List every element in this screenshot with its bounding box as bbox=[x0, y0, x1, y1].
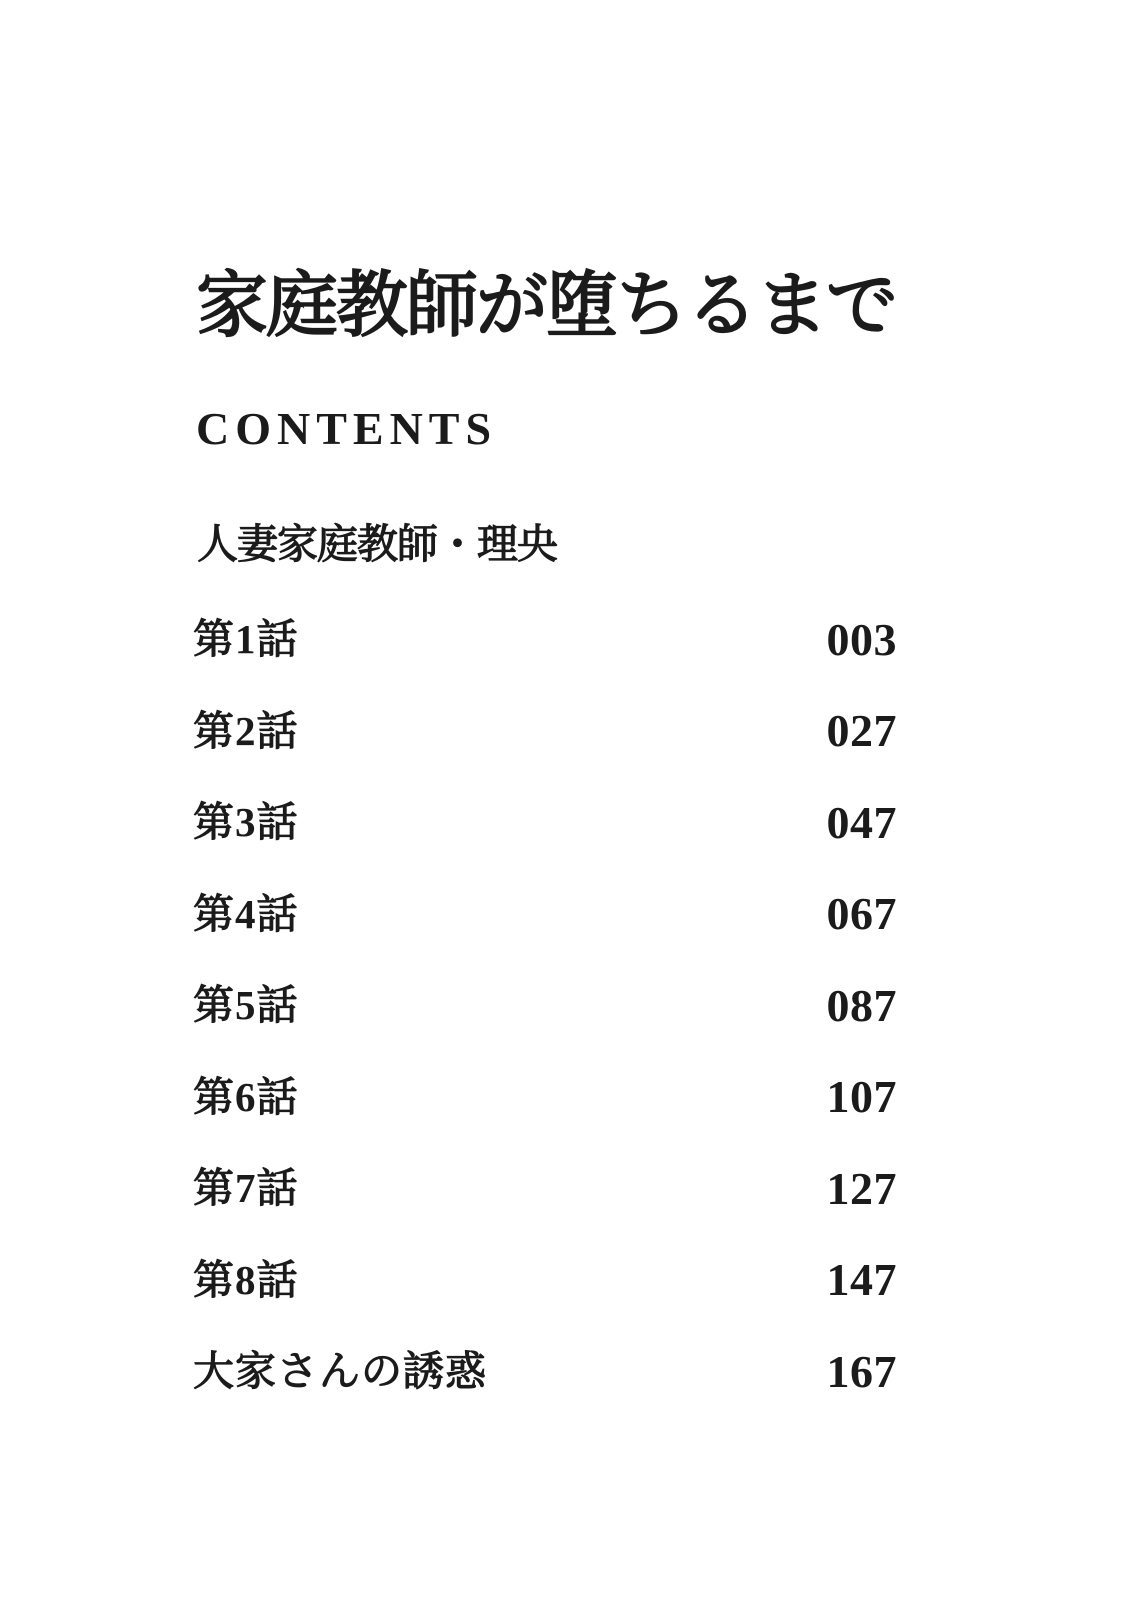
chapter-label: 第1話 bbox=[193, 616, 299, 663]
chapter-label: 第6話 bbox=[193, 1073, 299, 1120]
toc-row bbox=[193, 960, 897, 1052]
toc-row bbox=[193, 1052, 897, 1144]
chapter-label: 第8話 bbox=[193, 1256, 299, 1303]
toc-row bbox=[193, 869, 897, 961]
contents-heading: CONTENTS bbox=[196, 403, 498, 454]
page-number: 027 bbox=[826, 705, 897, 757]
toc-row bbox=[193, 1235, 897, 1327]
page-number: 047 bbox=[826, 796, 897, 848]
page-number: 107 bbox=[826, 1071, 897, 1123]
page-number: 127 bbox=[826, 1162, 897, 1214]
toc-row bbox=[193, 1326, 897, 1418]
toc-row bbox=[193, 1143, 897, 1235]
chapter-label: 第3話 bbox=[193, 799, 299, 846]
page-number: 167 bbox=[826, 1345, 897, 1397]
page-title: 家庭教師が堕ちるまで bbox=[196, 266, 897, 346]
toc-list bbox=[193, 594, 897, 1418]
chapter-label: 大家さんの誘惑 bbox=[193, 1348, 487, 1395]
toc-row bbox=[193, 686, 897, 778]
toc-row bbox=[193, 594, 897, 686]
toc-row bbox=[193, 777, 897, 869]
chapter-label: 第7話 bbox=[193, 1165, 299, 1212]
page-number: 003 bbox=[826, 613, 897, 665]
section-title: 人妻家庭教師・理央 bbox=[197, 521, 557, 567]
page-number: 087 bbox=[826, 979, 897, 1031]
page-number: 147 bbox=[826, 1254, 897, 1306]
page-number: 067 bbox=[826, 888, 897, 940]
chapter-label: 第4話 bbox=[193, 890, 299, 937]
chapter-label: 第2話 bbox=[193, 707, 299, 754]
chapter-label: 第5話 bbox=[193, 982, 299, 1029]
